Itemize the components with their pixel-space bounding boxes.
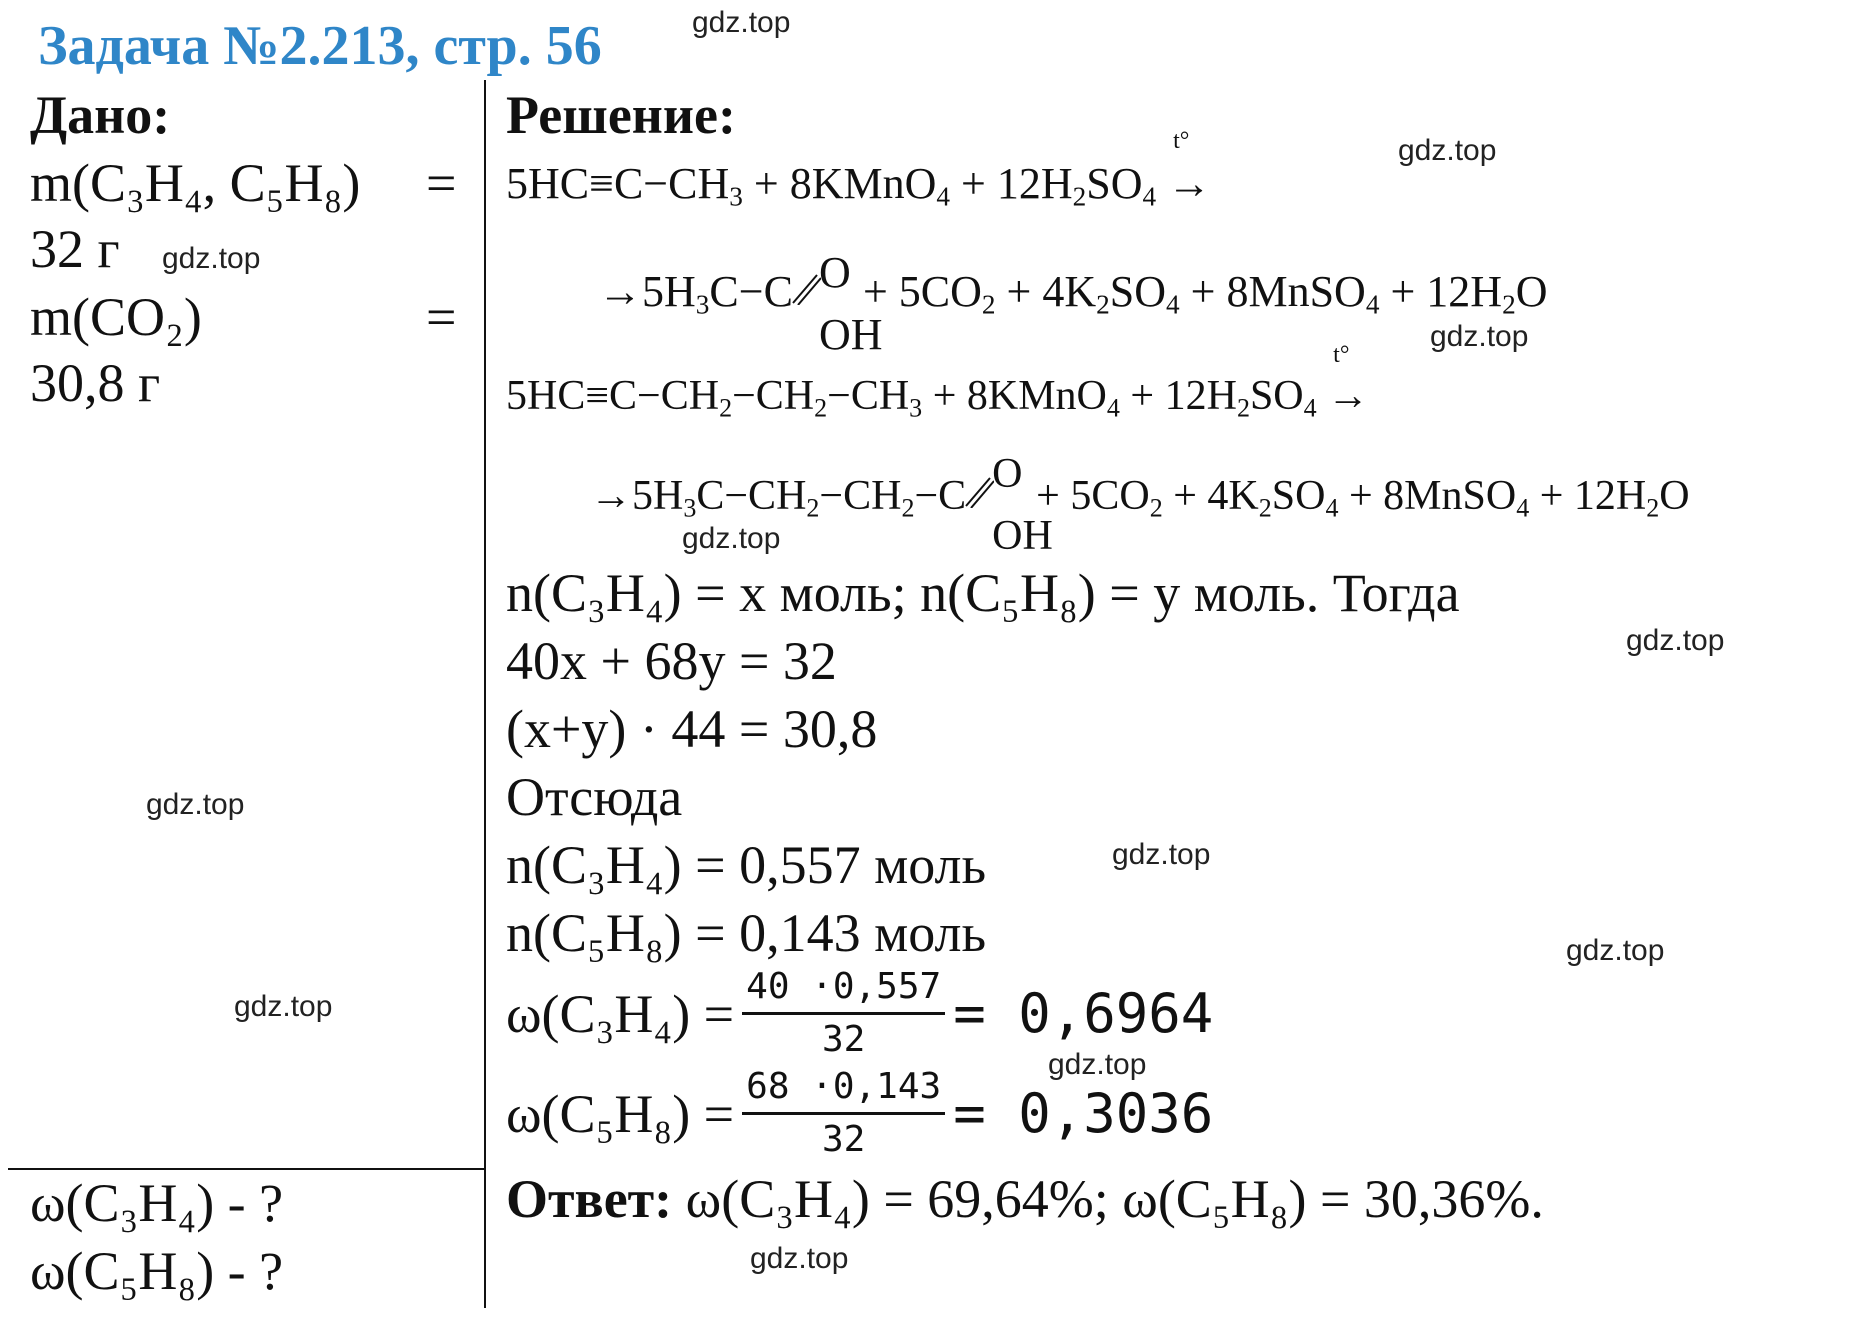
solution-line: 40x + 68y = 32 [506,631,837,691]
answer-text: ω(C₃H₄) = 69,64%; ω(C₅H₈) = 30,36%. [672,1169,1544,1229]
reaction-2-reactants: $5HC\equiv C-CH_2-CH_2-CH_3$ + 8KMnO$_4$ + $12H_2SO_4$ t° → [506,342,1370,423]
reaction-2-products: $\to 5H_3C-CH_2-CH_2-C$ O OH + $5CO_2 + 4K_2SO_4$ + 8MnSO$_4$ + $12H_2O$ [590,451,1690,559]
fraction-label: ω(C₅H₈) = [506,1083,735,1144]
watermark: gdz.top [692,6,791,39]
given-heading: Дано: [30,85,171,145]
heat-arrow-icon: t° → [1167,128,1212,208]
watermark: gdz.top [162,242,261,275]
solution-line: n(C₅H₈) = 0,143 моль [506,903,987,963]
fraction-numerator: 68 ·0,143 [742,1062,945,1115]
fraction-label: ω(C₃H₄) = [506,983,735,1044]
watermark: gdz.top [1048,1048,1147,1081]
watermark: gdz.top [1626,624,1725,657]
watermark: gdz.top [1112,838,1211,871]
fraction [742,1062,945,1165]
watermark: gdz.top [234,990,333,1023]
watermark: gdz.top [682,522,781,555]
reaction-1-products: $\to 5H_3C-C$ O OH + $5CO_2 + 4K_2SO_4$ + 8MnSO$_4$ + $12H_2O$ [598,248,1548,359]
solution-line: n(C₃H₄) = 0,557 моль [506,835,987,895]
fraction-result: = 0,3036 [953,1082,1214,1145]
answer-label: Ответ: [506,1169,673,1229]
answer [506,1168,1544,1230]
mass-fraction-pentyne [506,1062,1213,1165]
fraction-numerator: 40 ·0,557 [742,962,945,1015]
heat-arrow-icon: t° → [1327,342,1370,419]
solution-line: (x+y) · 44 = 30,8 [506,699,878,759]
given-mass-co2-value: 30,8 г [30,353,161,413]
watermark: gdz.top [1430,320,1529,353]
watermark: gdz.top [146,788,245,821]
watermark: gdz.top [1398,134,1497,167]
page-title: Задача №2.213, стр. 56 [38,15,602,77]
find-w-propyne: ω(C₃H₄) - ? [30,1173,284,1233]
vertical-divider [484,80,486,1308]
watermark: gdz.top [1566,934,1665,967]
given-mass-co2: m(CO₂) [30,287,202,347]
solution-line: n(C₃H₄) = x моль; n(C₅H₈) = y моль. Тогда [506,563,1460,623]
horizontal-divider [8,1168,485,1170]
solution-heading: Решение: [506,85,736,145]
fraction-result: = 0,6964 [953,982,1214,1045]
reaction-1-reactants: $5HC\equiv C-CH_3$ + 8KMnO$_4$ + $12H_2SO_4$ t° → [506,128,1212,212]
fraction [742,962,945,1065]
fraction-denominator: 32 [822,1019,866,1060]
fraction-denominator: 32 [822,1119,866,1160]
find-w-pentyne: ω(C₅H₈) - ? [30,1241,284,1301]
given-mass-mixture: m(C₃H₄, C₅H₈) [30,153,361,213]
given-mass-mixture-value: 32 г [30,219,120,279]
mass-fraction-propyne [506,962,1213,1065]
given-equals: = [426,287,457,347]
watermark: gdz.top [750,1242,849,1275]
solution-line: Отсюда [506,767,683,827]
given-equals: = [426,153,457,213]
